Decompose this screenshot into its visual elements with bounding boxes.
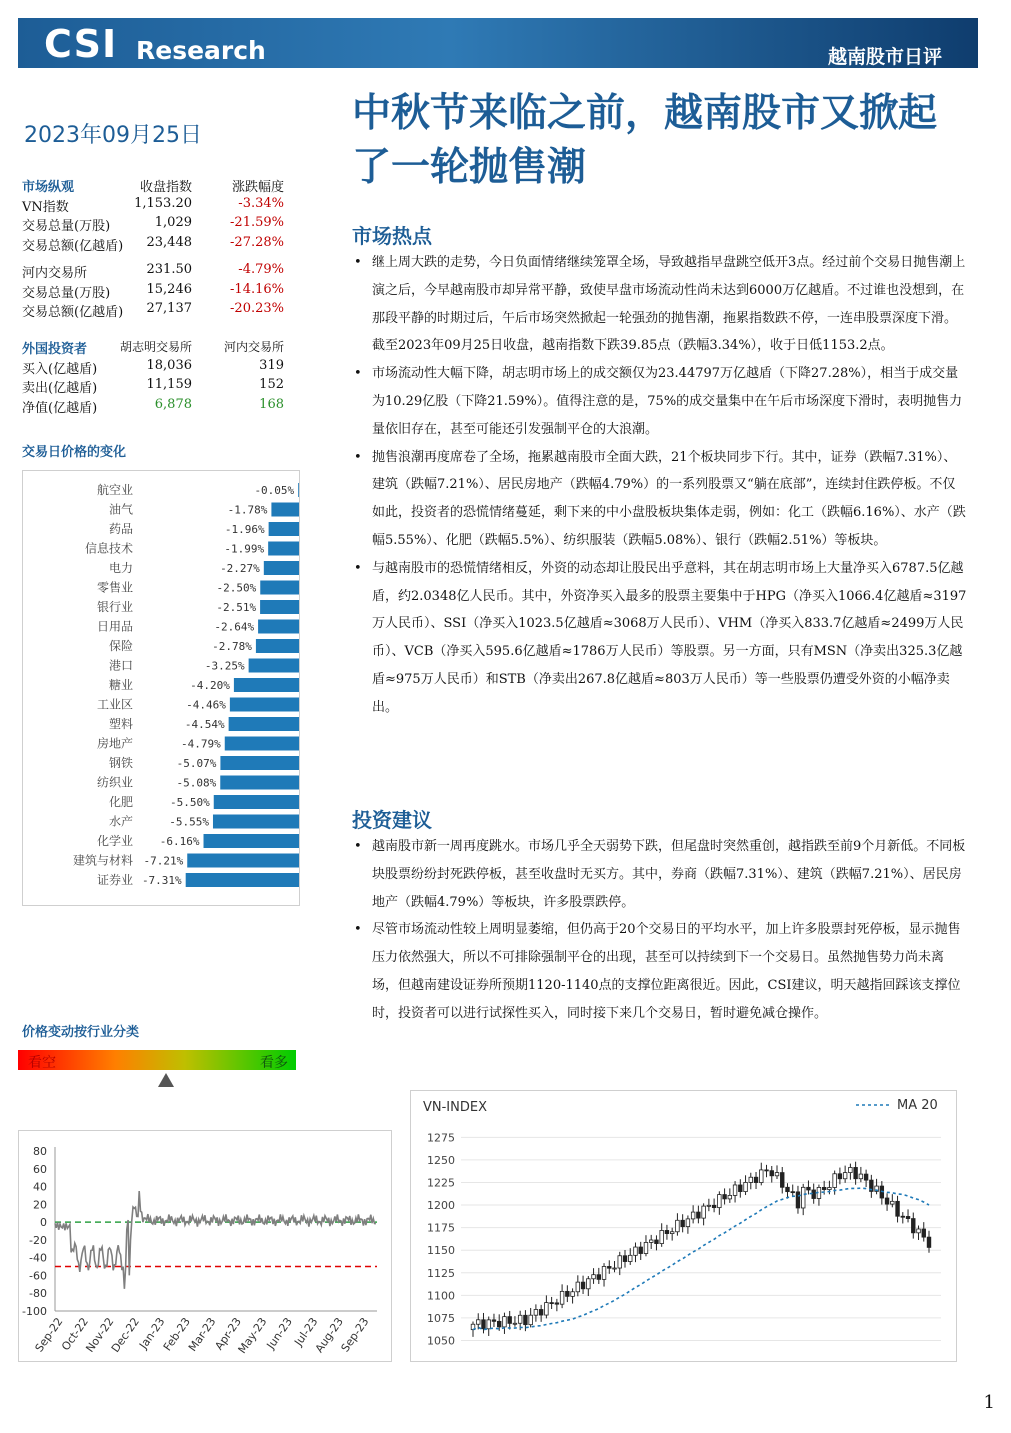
market-header-row <box>22 176 284 196</box>
row-label: 交易总额(亿越盾) <box>22 238 124 254</box>
row-label: 净值(亿越盾) <box>22 400 98 416</box>
logo-research: Research <box>136 36 266 65</box>
table-row <box>22 358 284 378</box>
osc-xtick-label: Sep-23 <box>338 1315 372 1355</box>
foreign-header-col0: 外国投资者 <box>22 342 88 357</box>
sector-value-label: -0.05% <box>254 484 295 497</box>
vn-candle-body <box>634 1247 638 1255</box>
osc-ytick-label: 60 <box>33 1162 47 1176</box>
vnindex-candlestick-chart <box>411 1091 956 1361</box>
advice-section-title: 投资建议 <box>352 808 432 832</box>
vn-candle-body <box>896 1201 900 1216</box>
osc-ytick-label: 20 <box>33 1198 47 1212</box>
sector-bar <box>214 795 299 809</box>
row-label: 河内交易所 <box>22 266 88 281</box>
osc-ytick-label: -80 <box>29 1287 47 1301</box>
header-bar <box>18 18 978 68</box>
sector-bar <box>229 717 299 731</box>
sector-chart-title: 交易日价格的变化 <box>22 445 127 460</box>
vn-candle-body <box>518 1315 522 1323</box>
row-change: -27.28% <box>230 234 284 250</box>
vn-candle-body <box>476 1320 480 1324</box>
vn-candle-body <box>670 1232 674 1234</box>
sector-value-label: -2.51% <box>216 601 257 614</box>
sector-value-label: -2.64% <box>214 620 255 634</box>
row-value: 11,159 <box>146 377 192 392</box>
vn-candle-body <box>843 1173 847 1179</box>
row-change: -14.16% <box>230 281 284 297</box>
row-label: 卖出(亿越盾) <box>22 381 98 396</box>
vn-candle-body <box>754 1177 758 1182</box>
sector-bar <box>187 854 299 868</box>
sector-category-label: 化学业 <box>96 834 133 848</box>
sentiment-gauge <box>18 1050 296 1070</box>
sector-value-label: -4.20% <box>190 679 230 692</box>
vn-candle-body <box>665 1230 669 1233</box>
table-row <box>22 215 284 235</box>
sector-bar <box>264 561 299 575</box>
row-value: 23,448 <box>146 234 192 250</box>
vn-candle-body <box>891 1201 895 1204</box>
row-label: 交易总额(亿越盾) <box>22 305 124 320</box>
sector-category-label: 港口 <box>108 658 133 673</box>
sector-bar-chart <box>23 471 299 905</box>
osc-xtick-label: May-23 <box>235 1315 270 1356</box>
sector-category-label: 建筑与材料 <box>72 853 133 868</box>
sector-value-label: -4.79% <box>181 737 221 751</box>
vn-ytick-label: 1275 <box>427 1131 455 1145</box>
sector-chart-frame <box>22 470 300 906</box>
sector-value-label: -6.16% <box>159 835 200 848</box>
row-value: 319 <box>259 357 284 373</box>
sector-category-label: 房地产 <box>96 736 133 751</box>
row-change: -4.79% <box>238 262 284 277</box>
sector-value-label: -2.78% <box>212 640 252 653</box>
sector-bar <box>260 581 299 595</box>
osc-ytick-label: -20 <box>29 1233 47 1247</box>
sector-bar <box>234 678 299 692</box>
vn-candle-body <box>828 1188 832 1190</box>
vn-candle-body <box>571 1292 575 1297</box>
vn-candle-body <box>712 1205 716 1207</box>
vn-candle-body <box>728 1195 732 1198</box>
sector-value-label: -3.25% <box>204 659 245 673</box>
vn-ytick-label: 1100 <box>427 1289 455 1303</box>
vn-candle-body <box>508 1317 512 1324</box>
vn-candle-body <box>922 1229 926 1237</box>
row-change: -20.23% <box>230 301 284 316</box>
vn-candle-body <box>623 1256 627 1262</box>
vn-candle-body <box>770 1171 774 1176</box>
sector-bar <box>271 503 299 517</box>
vn-candle-body <box>906 1216 910 1218</box>
sector-value-label: -1.96% <box>224 523 265 536</box>
vn-candle-body <box>765 1170 769 1171</box>
vn-ytick-label: 1200 <box>427 1199 455 1213</box>
sector-bar <box>260 600 299 614</box>
vn-candle-body <box>602 1266 606 1279</box>
sector-category-label: 证券业 <box>96 873 133 887</box>
vn-chart-title: VN-INDEX <box>423 1100 487 1115</box>
sector-bar <box>269 522 299 536</box>
row-value: 18,036 <box>146 357 192 373</box>
sector-value-label: -5.08% <box>176 776 217 790</box>
vn-candle-body <box>581 1282 585 1289</box>
sector-category-label: 水产 <box>108 814 133 829</box>
vn-candle-body <box>901 1216 905 1217</box>
row-label: VN指数 <box>22 199 69 215</box>
osc-xtick-label: Mar-23 <box>185 1315 219 1354</box>
osc-ytick-label: 0 <box>40 1216 47 1230</box>
vn-candle-body <box>676 1220 680 1231</box>
row-value: 27,137 <box>146 301 192 316</box>
sector-category-label: 保险 <box>108 639 133 653</box>
vn-candle-body <box>759 1170 763 1183</box>
vn-candle-body <box>503 1317 507 1327</box>
sector-value-label: -7.31% <box>141 874 182 887</box>
gauge-right-label: 看多 <box>260 1055 288 1071</box>
list-item: • 抛售浪潮再度席卷了全场，拖累越南股市全面大跌，21个板块同步下行。其中，证券（跌幅7.31%）、建筑（跌幅7.21%）、居民房地产（跌幅4.79%）的一系列股票又“躺在底部”，连续封住跌停板。不仅如此，投资者的恐慌情绪蔓延，剩下来的中小盘股板块集体走弱，例如：化工（跌幅6.16%）、水产（跌幅5.55%）、化肥（跌幅5.5%）、纺织服装（跌幅5.08%）、银行（跌幅2.51%）等板块。 <box>352 444 968 555</box>
vn-candle-body <box>649 1240 653 1242</box>
sector-value-label: -1.78% <box>227 503 268 517</box>
gauge-title: 价格变动按行业分类 <box>22 1025 140 1040</box>
sector-value-label: -4.46% <box>186 698 226 712</box>
vn-ytick-label: 1125 <box>427 1266 455 1280</box>
sector-category-label: 化肥 <box>108 795 133 809</box>
sector-bar <box>268 542 299 556</box>
row-value: 15,246 <box>146 281 192 297</box>
sector-bar <box>213 815 299 829</box>
market-header-col2: 涨跌幅度 <box>231 180 284 195</box>
vn-candle-body <box>592 1275 596 1279</box>
vn-candle-body <box>576 1282 580 1292</box>
page-number: 1 <box>983 1392 995 1413</box>
sector-category-label: 工业区 <box>96 697 133 712</box>
row-change: -21.59% <box>230 215 284 230</box>
sector-category-label: 塑料 <box>108 717 133 731</box>
vn-candle-body <box>487 1320 491 1329</box>
sector-category-label: 糖业 <box>108 678 133 692</box>
vn-candle-body <box>917 1229 921 1233</box>
advice-bullet-list <box>352 833 968 1028</box>
vn-candle-body <box>618 1256 622 1268</box>
foreign-header-row <box>22 338 284 358</box>
vn-candle-body <box>718 1195 722 1208</box>
osc-xtick-label: Sep-22 <box>32 1315 66 1355</box>
osc-ytick-label: -100 <box>22 1305 47 1318</box>
foreign-investor-table <box>22 338 284 416</box>
gauge-left-label: 看空 <box>28 1055 56 1071</box>
oscillator-chart-frame <box>18 1130 392 1362</box>
vn-candle-body <box>655 1240 659 1244</box>
vn-candle-body <box>524 1315 528 1324</box>
osc-xtick-label: Aug-23 <box>312 1315 346 1356</box>
list-item: • 市场流动性大幅下降，胡志明市场上的成交额仅为23.44797万亿越盾（下降27.28%），相当于成交量为10.29亿股（下降21.59%）。值得注意的是，75%的成交量集中在午后市场深度下滑时，表明抛售力量依旧存在，甚至可能还引发强制平仓的大浪潮。 <box>352 360 968 443</box>
vn-candle-body <box>492 1320 496 1322</box>
sector-category-label: 纺织业 <box>96 775 133 790</box>
vn-candle-body <box>613 1268 617 1269</box>
sector-value-label: -5.55% <box>169 815 209 829</box>
vn-candle-body <box>801 1187 805 1208</box>
vn-candle-body <box>597 1275 601 1280</box>
row-value: 231.50 <box>146 262 192 277</box>
market-header-col1: 收盘指数 <box>139 180 192 195</box>
vn-ytick-label: 1250 <box>427 1153 455 1167</box>
table-row <box>22 262 284 282</box>
vn-candle-body <box>807 1187 811 1190</box>
vn-candle-body <box>749 1177 753 1182</box>
vn-candle-body <box>560 1291 564 1304</box>
hot-bullet-list <box>352 249 968 722</box>
sector-value-label: -1.99% <box>224 542 265 556</box>
vn-candle-body <box>697 1212 701 1218</box>
sector-bar <box>186 873 299 887</box>
vn-candle-body <box>681 1220 685 1226</box>
sector-bar <box>298 483 299 497</box>
row-label: 交易总量(万股) <box>22 285 111 301</box>
sector-category-label: 药品 <box>108 522 133 536</box>
report-type-label: 越南股市日评 <box>827 46 942 68</box>
sector-category-label: 航空业 <box>96 483 133 497</box>
list-item: • 继上周大跌的走势，今日负面情绪继续笼罩全场，导致越指早盘跳空低开3点。经过前个交易日抛售潮上演之后，今早越南股市却异常平静，致使早盘市场流动性尚未达到6000万亿越盾。不过谁也没想到，在那段平静的时期过后，午后市场突然掀起一轮强劲的抛售潮，拖累指数跌不停，一连串股票深度下滑。截至2023年09月25日收盘，越南指数下跌39.85点（跌幅3.34%），收于日低1153.2点。 <box>352 249 968 360</box>
vn-candle-body <box>859 1174 863 1179</box>
sector-category-label: 信息技术 <box>84 541 133 556</box>
vn-candle-body <box>744 1182 748 1191</box>
vn-candle-body <box>733 1185 737 1195</box>
vn-candle-body <box>555 1303 559 1304</box>
vn-candle-body <box>587 1279 591 1289</box>
vn-candle-body <box>791 1192 795 1193</box>
vn-candle-body <box>775 1173 779 1176</box>
sector-bar <box>220 756 299 770</box>
vn-candle-body <box>513 1323 517 1324</box>
vn-ytick-label: 1175 <box>427 1221 455 1235</box>
vn-candle-body <box>864 1174 868 1180</box>
vn-candle-body <box>786 1187 790 1191</box>
vn-ytick-label: 1050 <box>427 1334 455 1348</box>
vn-candle-body <box>854 1167 858 1178</box>
vn-ytick-label: 1225 <box>427 1176 455 1190</box>
logo-csi: CSI <box>44 22 118 66</box>
vn-candle-body <box>644 1242 648 1253</box>
sector-value-label: -7.21% <box>143 854 184 868</box>
vn-candle-body <box>691 1212 695 1219</box>
sector-bar <box>258 620 299 634</box>
vn-candle-body <box>534 1309 538 1315</box>
vn-ytick-label: 1075 <box>427 1311 455 1325</box>
page-title: 中秋节来临之前，越南股市又掀起了一轮抛售潮 <box>352 90 938 190</box>
vn-candle-body <box>660 1230 664 1243</box>
sector-bar <box>256 639 299 653</box>
sector-bar <box>204 834 299 848</box>
osc-xtick-label: Jun-23 <box>264 1315 295 1352</box>
vn-candle-body <box>739 1185 743 1192</box>
row-value: 1,029 <box>154 215 192 230</box>
sector-category-label: 电力 <box>108 561 133 575</box>
vn-candle-body <box>497 1321 501 1327</box>
vn-candle-body <box>607 1266 611 1268</box>
vn-candle-body <box>539 1309 543 1315</box>
vn-ytick-label: 1150 <box>427 1244 455 1258</box>
sector-bar <box>220 776 299 790</box>
vn-candle-body <box>796 1192 800 1208</box>
vn-candle-body <box>780 1173 784 1188</box>
vn-candle-body <box>628 1255 632 1261</box>
vn-candle-body <box>529 1315 533 1324</box>
list-item: • 与越南股市的恐慌情绪相反，外资的动态却让股民出乎意料，其在胡志明市场上大量净买入6787.5亿越盾，约2.0348亿人民币。其中，外资净买入最多的股票主要集中于HPG（净买入1066.4亿越盾≈3197万人民币）、SSI（净买入1023.5亿越盾≈3068万人民币）、VHM（净买入833.7亿越盾≈2499万人民币）、VCB（净买入595.6亿越盾≈1786万人民币）等股票。另一方面，只有MSN（净卖出325.3亿越盾≈975万人民币）和STB（净卖出267.8亿越盾≈803万人民币）等一些股票仍遭受外资的小幅净卖出。 <box>352 555 968 722</box>
vn-candle-body <box>707 1205 711 1206</box>
sector-category-label: 钢铁 <box>108 756 133 770</box>
list-item: • 尽管市场流动性较上周明显萎缩，但仍高于20个交易日的平均水平，加上许多股票封死停板，显示抛售压力依然强大，所以不可排除强制平仓的出现，甚至可以持续到下一个交易日。虽然抛售势力尚未离场，但越南建设证券所预期1120-1140点的支撑位距离很近。因此，CSI建议，明天越指回踩该支撑位时，投资者可以进行试探性买入，同时接下来几个交易日，暂时避免减仓操作。 <box>352 916 968 1027</box>
vn-candle-body <box>545 1303 549 1315</box>
vn-candle-body <box>686 1219 690 1227</box>
foreign-header-col1: 胡志明交易所 <box>119 340 192 354</box>
vn-candle-body <box>822 1187 826 1189</box>
oscillator-line-chart <box>19 1131 391 1361</box>
sector-value-label: -2.27% <box>220 562 260 575</box>
sector-value-label: -2.50% <box>216 581 257 595</box>
row-label: 交易总量(万股) <box>22 219 111 234</box>
vn-candle-body <box>482 1320 486 1329</box>
table-row <box>22 282 284 302</box>
sector-value-label: -5.50% <box>170 796 210 809</box>
vn-candle-body <box>566 1291 570 1296</box>
market-header-col0: 市场纵观 <box>22 180 75 195</box>
row-value: 168 <box>259 396 284 412</box>
table-row <box>22 397 284 417</box>
row-value: 1,153.20 <box>134 195 192 211</box>
table-row <box>22 235 284 255</box>
vn-candle-body <box>849 1167 853 1172</box>
osc-ytick-label: 40 <box>33 1180 47 1194</box>
sector-bar <box>225 737 299 751</box>
vn-candle-body <box>723 1195 727 1199</box>
osc-xtick-label: Apr-23 <box>212 1315 244 1353</box>
report-date: 2023年09月25日 <box>24 123 202 148</box>
row-change: -3.34% <box>238 195 284 211</box>
sector-category-label: 油气 <box>108 502 133 517</box>
vn-candle-body <box>927 1237 931 1247</box>
vn-candle-body <box>833 1174 837 1188</box>
gauge-pointer-icon <box>158 1073 174 1087</box>
osc-ytick-label: 80 <box>33 1145 47 1158</box>
sector-category-label: 日用品 <box>96 619 133 634</box>
osc-series-line <box>55 1191 376 1289</box>
osc-xtick-label: Nov-22 <box>83 1315 117 1355</box>
table-row <box>22 196 284 216</box>
sector-category-label: 银行业 <box>96 600 133 614</box>
market-overview-table <box>22 176 284 321</box>
vn-candle-body <box>550 1303 554 1304</box>
table-row <box>22 301 284 321</box>
sector-category-label: 零售业 <box>96 580 133 595</box>
vnindex-chart-frame <box>410 1090 957 1362</box>
sector-value-label: -5.07% <box>176 757 217 770</box>
osc-ytick-label: -60 <box>29 1269 47 1283</box>
sector-value-label: -4.54% <box>184 718 225 731</box>
vn-candle-body <box>911 1219 915 1233</box>
vn-candle-body <box>885 1198 889 1204</box>
foreign-header-col2: 河内交易所 <box>223 340 284 354</box>
osc-xtick-label: Feb-23 <box>160 1315 193 1354</box>
vn-legend-label: MA 20 <box>897 1098 938 1113</box>
sector-bar <box>249 659 299 673</box>
vn-candle-body <box>838 1174 842 1179</box>
row-value: 6,878 <box>154 396 192 412</box>
list-item: • 越南股市新一周再度跳水。市场几乎全天弱势下跌，但尾盘时突然重创，越指跌至前9个月新低。不同板块股票纷纷封死跌停板，甚至收盘时无买方。其中，券商（跌幅7.31%）、建筑（跌幅7.21%）、居民房地产（跌幅4.79%）等板块，许多股票跌停。 <box>352 833 968 916</box>
osc-xtick-label: Jan-23 <box>136 1315 168 1352</box>
table-row <box>22 377 284 397</box>
row-label: 买入(亿越盾) <box>22 361 98 377</box>
spacer <box>22 254 284 262</box>
osc-xtick-label: Dec-22 <box>108 1315 142 1355</box>
osc-ytick-label: -40 <box>29 1251 47 1265</box>
row-value: 152 <box>259 377 284 392</box>
vn-candle-body <box>639 1247 643 1253</box>
osc-xtick-label: Jul-23 <box>291 1315 321 1349</box>
vn-candle-body <box>702 1206 706 1218</box>
osc-xtick-label: Oct-22 <box>59 1315 91 1354</box>
sector-bar <box>230 698 299 712</box>
hot-section-title: 市场热点 <box>352 224 432 248</box>
